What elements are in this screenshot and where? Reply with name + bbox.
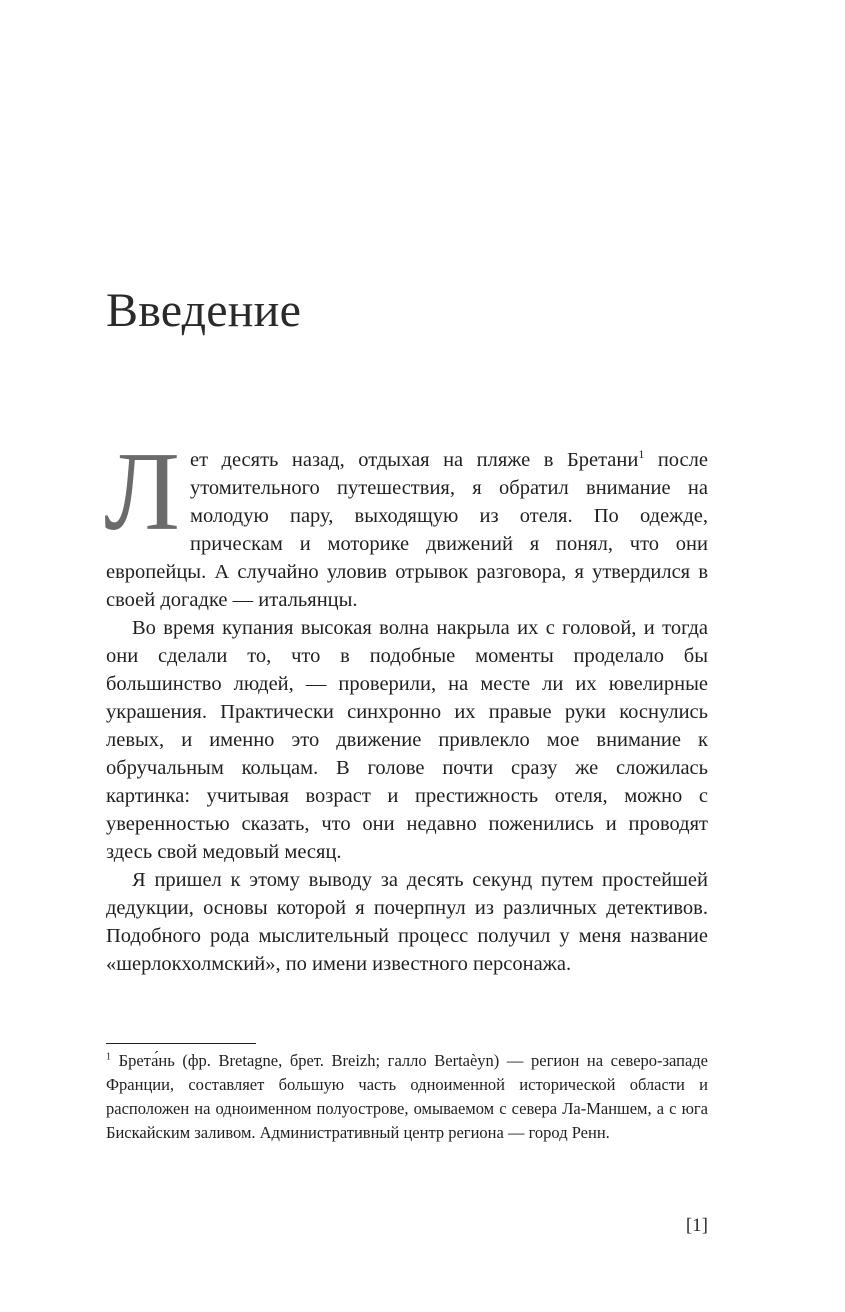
footnote-text: Брета́нь (фр. Bretagne, брет. Breizh; галло Bertaèyn) — регион на северо-западе Франции, составляет большую часть одноименной исторической области и расположен на одноименном полуострове, омываемом с севера Ла-Маншем, а с юга Бискайским заливом. Административный центр региона — город Ренн. <box>106 1051 709 1142</box>
paragraph-1-text: ет десять назад, отдыхая на пляже в Бретани <box>189 449 639 471</box>
page-number: [1] <box>685 1215 708 1236</box>
body-text <box>104 430 708 978</box>
paragraph-2: Во время купания высокая волна накрыла их с головой, и тогда они сделали то, что в подобные моменты проделало бы большинство людей, — проверили, на месте ли их ювелирные украшения. Практически синхронно их правые руки коснулись левых, и именно это движение привлекло мое внимание к обручальным кольцам. В голове почти сразу же сложилась картинка: учитывая возраст и престижность отеля, можно с уверенностью сказать, что они недавно поженились и проводят здесь свой медовый месяц. <box>106 617 708 863</box>
paragraph-1-rest: после утомительного путешествия, я обратил внимание на молодую пару, выходящую из отеля. По одежде, прическам и моторике движений я понял, что они европейцы. А случайно уловив отрывок разговора, я утвердился в своей догадке — итальянцы. <box>106 449 708 611</box>
paragraph-3: Я пришел к этому выводу за десять секунд путем простейшей дедукции, основы которой я почерпнул из различных детективов. Подобного рода мыслительный процесс получил у меня название «шерлокхолмский», по имени известного персонажа. <box>106 869 708 975</box>
chapter-title: Введение <box>106 284 302 337</box>
footnote-divider <box>106 1043 256 1044</box>
footnote-reference[interactable]: 1 <box>638 447 645 462</box>
drop-cap: Л <box>104 430 180 554</box>
paragraph-1 <box>104 430 708 614</box>
footnote-number: 1 <box>106 1051 111 1063</box>
footnote <box>106 1049 708 1145</box>
